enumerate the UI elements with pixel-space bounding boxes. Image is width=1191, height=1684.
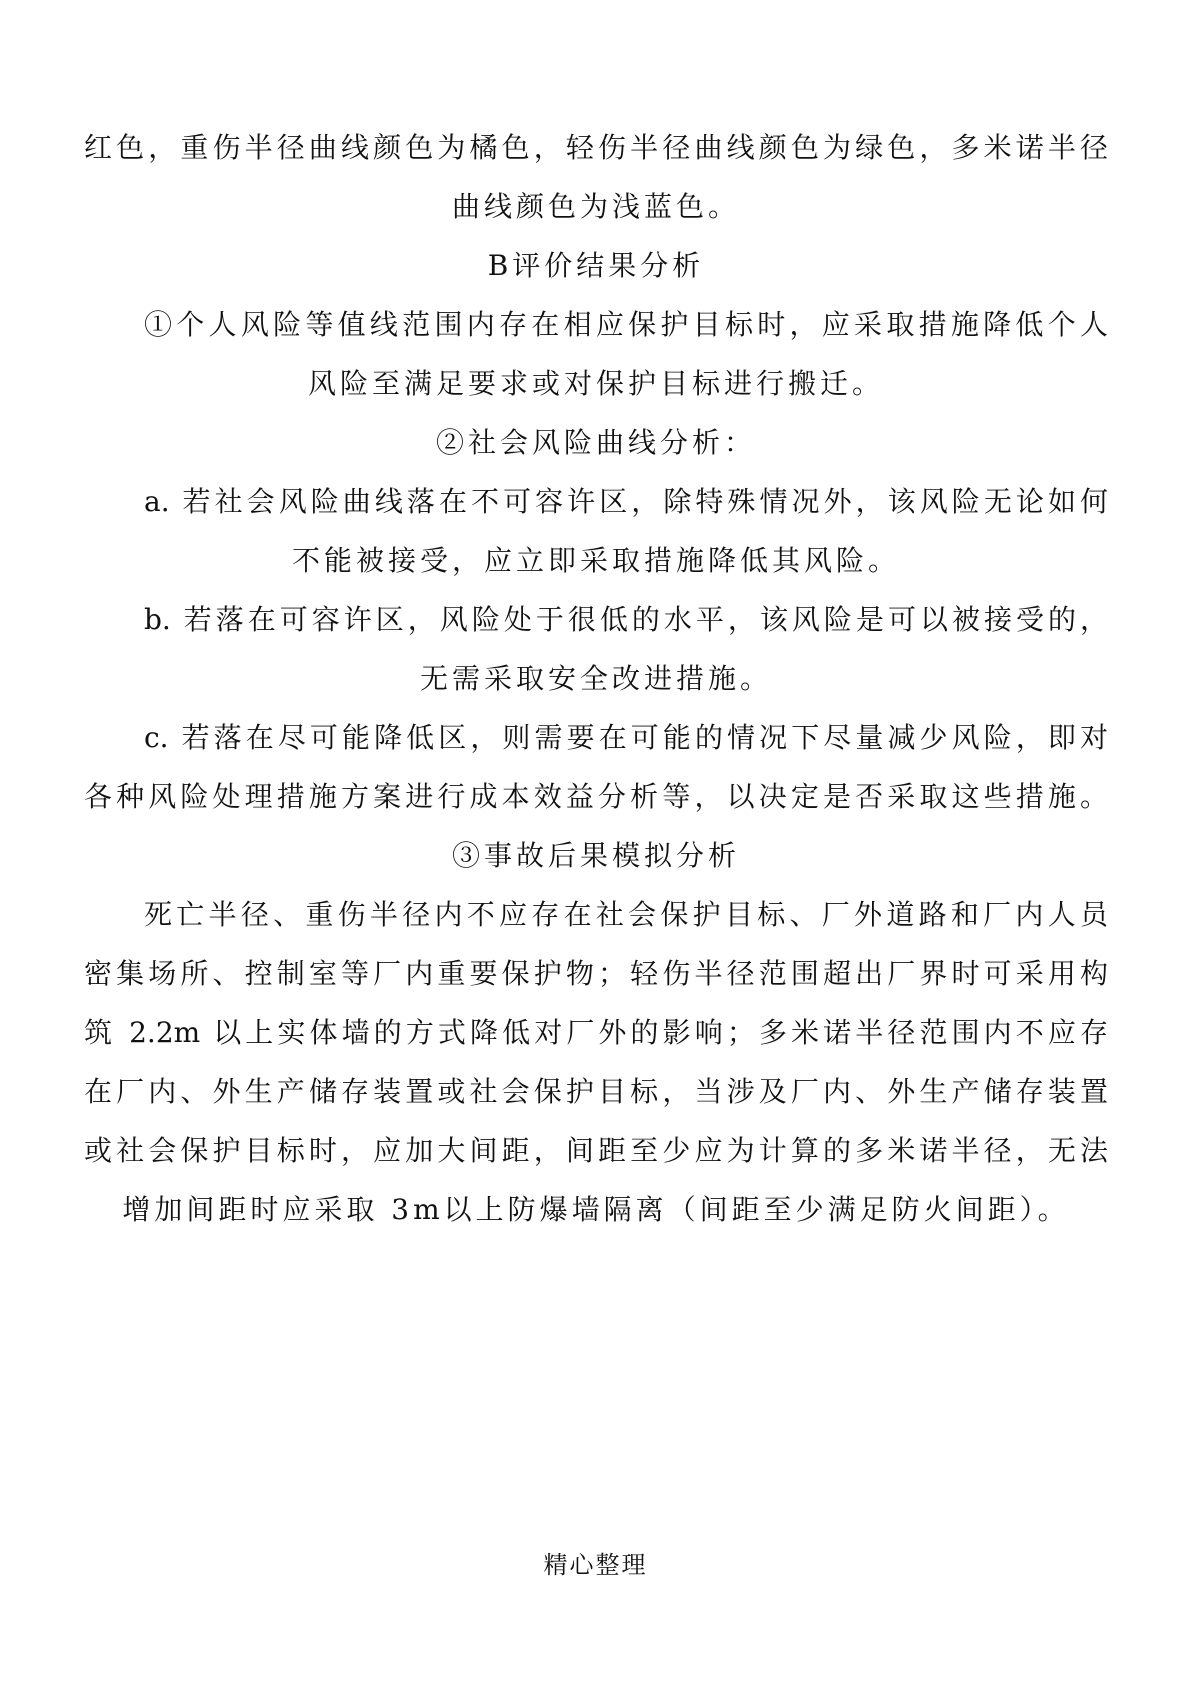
text-line: a. 若社会风险曲线落在不可容许区，除特殊情况外，该风险无论如何 bbox=[144, 485, 1108, 518]
text-line: 红色，重伤半径曲线颜色为橘色，轻伤半径曲线颜色为绿色，多米诺半径 bbox=[84, 131, 1108, 164]
document-body bbox=[84, 118, 1108, 1239]
section-heading: B评价结果分析 bbox=[487, 249, 705, 282]
text-line: 无需采取安全改进措施。 bbox=[419, 662, 772, 695]
text-line: 在厂内、外生产储存装置或社会保护目标，当涉及厂内、外生产储存装置 bbox=[84, 1075, 1108, 1108]
text-line: c. 若落在尽可能降低区，则需要在可能的情况下尽量减少风险，即对 bbox=[144, 721, 1108, 754]
text-line: ①个人风险等值线范围内存在相应保护目标时，应采取措施降低个人 bbox=[144, 308, 1108, 341]
text-line: 密集场所、控制室等厂内重要保护物；轻伤半径范围超出厂界时可采用构 bbox=[84, 957, 1108, 990]
text-line: 增加间距时应采取 3m以上防爆墙隔离（间距至少满足防火间距）。 bbox=[122, 1193, 1070, 1226]
text-line: 筑 2.2m 以上实体墙的方式降低对厂外的影响；多米诺半径范围内不应存 bbox=[84, 1016, 1108, 1049]
page-footer: 精心整理 bbox=[543, 1551, 648, 1579]
subsection-heading: ③事故后果模拟分析 bbox=[451, 839, 740, 872]
text-line: 或社会保护目标时，应加大间距，间距至少应为计算的多米诺半径，无法 bbox=[84, 1134, 1108, 1167]
text-line: 死亡半径、重伤半径内不应存在社会保护目标、厂外道路和厂内人员 bbox=[144, 898, 1108, 931]
text-line: 风险至满足要求或对保护目标进行搬迁。 bbox=[307, 367, 884, 400]
text-line: 曲线颜色为浅蓝色。 bbox=[451, 190, 740, 223]
text-line: 不能被接受，应立即采取措施降低其风险。 bbox=[291, 544, 900, 577]
subsection-heading: ②社会风险曲线分析： bbox=[435, 426, 756, 459]
text-line: b. 若落在可容许区，风险处于很低的水平，该风险是可以被接受的， bbox=[144, 603, 1108, 636]
text-line: 各种风险处理措施方案进行成本效益分析等，以决定是否采取这些措施。 bbox=[84, 780, 1108, 813]
